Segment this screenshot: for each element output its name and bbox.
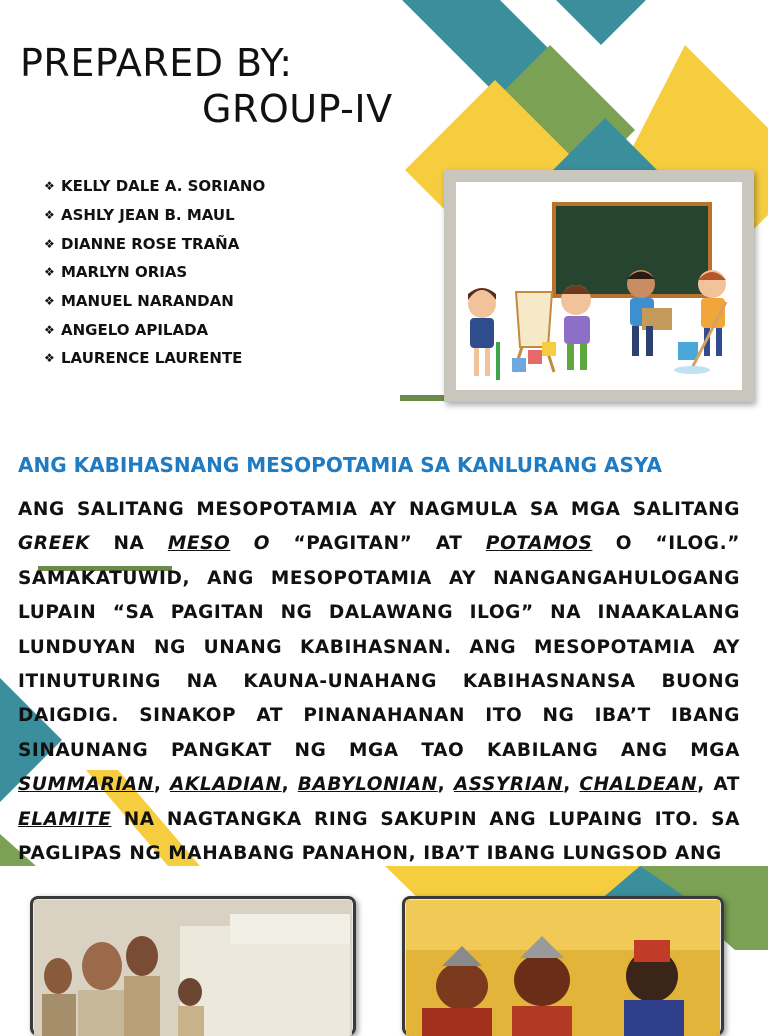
- diamond-bullet-icon: ❖: [44, 208, 55, 223]
- ancient-mesopotamian-people-painting-icon: [30, 896, 356, 1036]
- member-list: [44, 172, 265, 373]
- text-run: NA: [90, 533, 168, 555]
- text-run: ANG SALITANG MESOPOTAMIA AY NAGMULA SA MGA SALITANG: [18, 499, 740, 520]
- member-name: ASHLY JEAN B. MAUL: [61, 206, 235, 225]
- term-potamos: POTAMOS: [485, 533, 593, 555]
- text-run: “PAGITAN” AT: [270, 533, 486, 555]
- classroom-illustration: [456, 182, 742, 390]
- member-name: LAURENCE LAURENTE: [61, 349, 243, 368]
- diamond-bullet-icon: ❖: [44, 351, 55, 366]
- diamond-bullet-icon: ❖: [44, 179, 55, 194]
- title-line-group: GROUP-IV: [202, 87, 393, 131]
- list-item: [44, 287, 265, 316]
- term-chaldean: CHALDEAN: [579, 774, 698, 796]
- member-name: MANUEL NARANDAN: [61, 292, 234, 311]
- text-run: ,: [437, 774, 454, 796]
- member-name: ANGELO APILADA: [61, 320, 209, 339]
- text-run: ,: [281, 774, 298, 796]
- member-name: DIANNE ROSE TRAÑA: [61, 234, 240, 253]
- green-accent-dash: [400, 395, 446, 401]
- term-meso: MESO: [167, 533, 231, 555]
- diamond-bullet-icon: ❖: [44, 236, 55, 251]
- member-name: MARLYN ORIAS: [61, 263, 188, 282]
- text-run: , AT: [697, 774, 741, 796]
- slide-prepared-by: [0, 0, 768, 430]
- list-item: [44, 229, 265, 258]
- term-greek: GREEK: [18, 533, 91, 555]
- slide-mesopotamia: [0, 430, 768, 1024]
- title-line-prepared-by: PREPARED BY:: [20, 41, 293, 85]
- text-run: [230, 533, 253, 554]
- list-item: [44, 258, 265, 287]
- term-babylonian: BABYLONIAN: [297, 774, 438, 796]
- left-picture-frame: [30, 896, 356, 1036]
- assyrian-warriors-painting-icon: [402, 896, 724, 1036]
- term-summarian: SUMMARIAN: [18, 774, 154, 796]
- text-run: ,: [563, 774, 580, 796]
- list-item: [44, 344, 265, 373]
- term-elamite: ELAMITE: [18, 808, 112, 830]
- body-paragraph: [18, 493, 740, 871]
- list-item: [44, 201, 265, 230]
- text-run: ,: [153, 774, 170, 796]
- slide-heading: ANG KABIHASNANG MESOPOTAMIA SA KANLURANG ASYA: [18, 453, 662, 477]
- term-assyrian: ASSYRIAN: [453, 774, 564, 796]
- right-picture-frame: [402, 896, 724, 1036]
- term-o: O: [253, 533, 271, 555]
- children-cleaning-classroom-icon: [456, 182, 742, 390]
- term-akladian: AKLADIAN: [169, 774, 282, 796]
- diamond-bullet-icon: ❖: [44, 294, 55, 309]
- text-run: NA NAGTANGKA RING SAKUPIN ANG LUPAING ITO. SA PAGLIPAS NG MAHABANG PANAHON, IBA’T IBANG LUNGSOD ANG: [18, 808, 740, 865]
- classroom-picture-frame: [444, 170, 754, 402]
- list-item: [44, 172, 265, 201]
- prepared-by-title: [20, 40, 393, 132]
- list-item: [44, 315, 265, 344]
- diamond-bullet-icon: ❖: [44, 265, 55, 280]
- text-run: O “ILOG.” SAMAKATUWID, ANG MESOPOTAMIA AY NANGANGAHULOGANG LUPAIN “SA PAGITAN NG DALAWANG ILOG” NA INAAKALANG LUNDUYAN NG UNANG KABIHASNAN. ANG MESOPOTAMIA AY ITINUTURING NA KAUNA-UNAHANG KABIHASNANSA BUONG DAIGDIG. SINAKOP AT PINANAHANAN ITO NG IBA’T IBANG SINAUNANG PANGKAT NG MGA TAO KABILANG ANG MGA: [18, 533, 740, 761]
- member-name: KELLY DALE A. SORIANO: [61, 177, 266, 196]
- diamond-bullet-icon: ❖: [44, 322, 55, 337]
